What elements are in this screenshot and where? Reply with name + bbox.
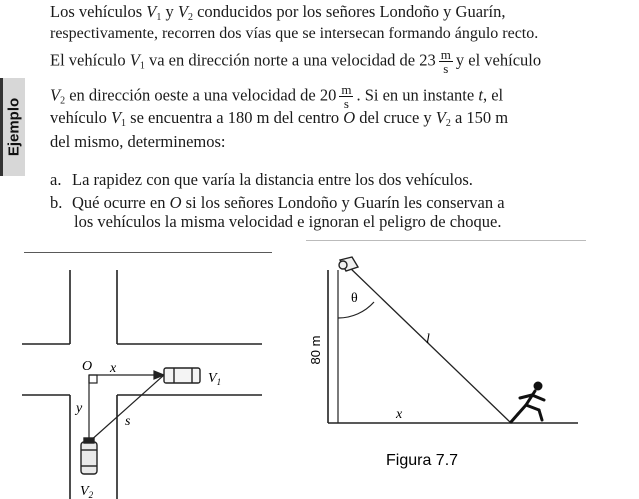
label-y: y (76, 401, 83, 416)
item-b: b. Qué ocurre en O si los señores Londoño y Guarín les conservan a (50, 193, 505, 212)
label-o: O (82, 359, 93, 374)
right-angle-marker (89, 375, 97, 383)
figure-caption: Figura 7.7 (386, 452, 459, 469)
example-tab-label: Ejemplo (5, 97, 23, 157)
example-tab (0, 78, 25, 176)
item-a: a. La rapidez con que varía la distancia entre los dos vehículos. (50, 170, 473, 189)
runner (511, 382, 544, 422)
velocity-unit: $\frac{m}{s}$ (440, 47, 451, 76)
label-x: x (110, 361, 117, 376)
velocity-unit: $\frac{m}{s}$ (341, 82, 352, 111)
label-x-right: x (396, 407, 403, 422)
statement-line-1: Los vehículos $V_1$ y $V_2$ conducidos por los señores Londoño y Guarín, (50, 2, 506, 23)
spotlight (339, 257, 358, 271)
vehicle-v2 (81, 438, 97, 474)
spotlight-figure (306, 240, 586, 499)
label-l: l (426, 332, 430, 347)
statement-line-4: $V_2$ en dirección oeste a una velocidad de 20 $\frac{m}{s}$ . Si en un instante t, el (50, 82, 504, 111)
statement-line-3: El vehículo $V_1$ va en dirección norte a una velocidad de 23 $\frac{m}{s}$ y el vehículo (50, 47, 542, 76)
velocity-arrow (154, 371, 164, 379)
distance-s-line (89, 375, 164, 442)
vehicle-v1 (164, 368, 200, 383)
label-theta: θ (351, 291, 358, 306)
statement-line-5: vehículo $V_1$ se encuentra a 180 m del centro O del cruce y $V_2$ a 150 m (50, 108, 509, 129)
statement-line-2: respectivamente, recorren dos vías que se intersecan formando ángulo recto. (50, 25, 539, 42)
statement-line-6: del mismo, determinemos: (50, 132, 226, 151)
item-b-continued: los vehículos la misma velocidad e ignoran el peligro de choque. (74, 212, 502, 231)
label-s: s (125, 414, 131, 429)
intersection-figure (22, 252, 272, 499)
label-v1: $V_1$ (208, 371, 222, 387)
label-height: 80 m (308, 335, 323, 365)
label-v2: $V_2$ (80, 484, 94, 499)
